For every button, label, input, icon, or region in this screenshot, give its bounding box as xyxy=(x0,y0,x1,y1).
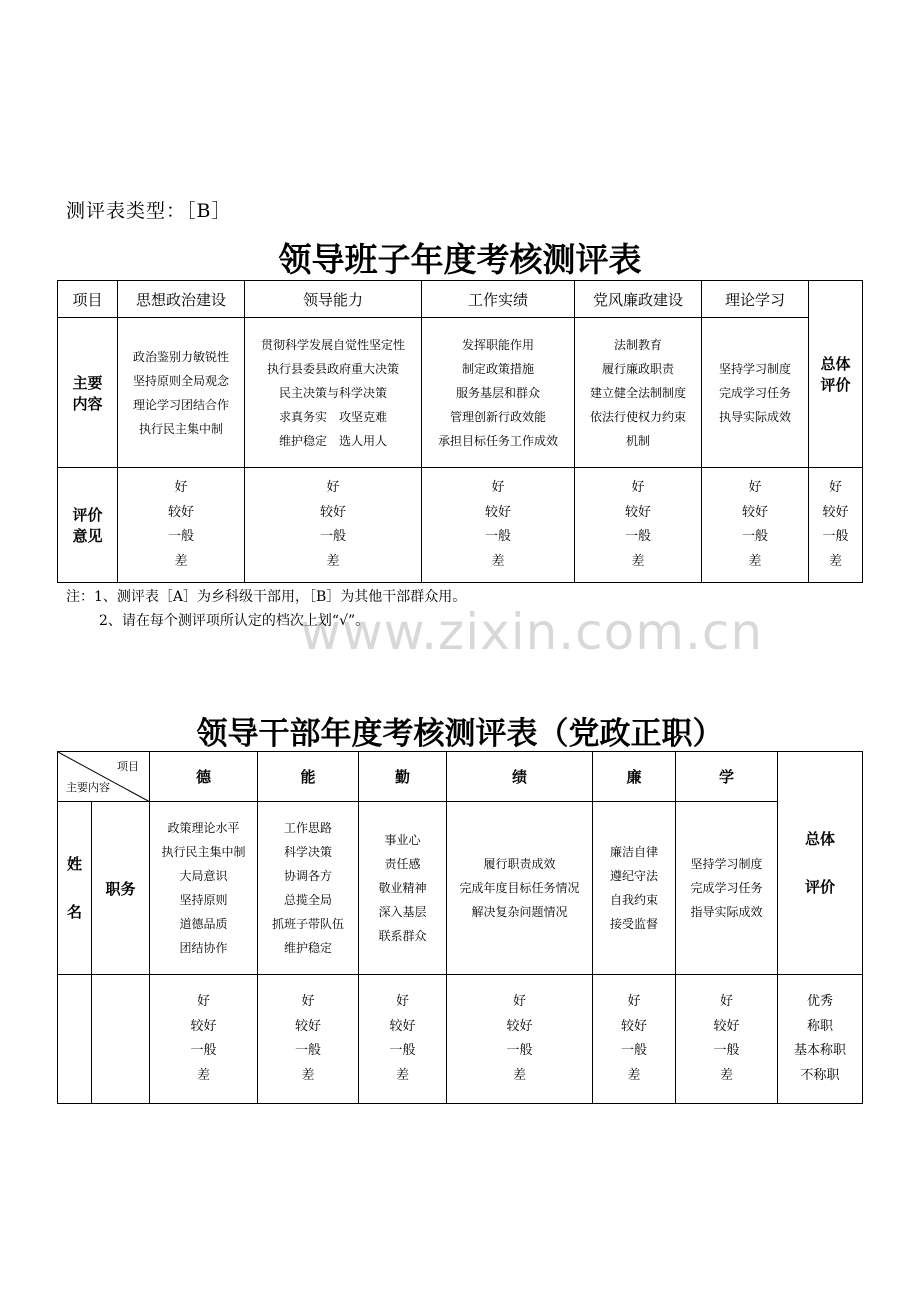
column-header: 勤 xyxy=(359,752,447,802)
column-header: 理论学习 xyxy=(702,281,809,318)
content-cell: 履行职责成效 完成年度目标任务情况 解决复杂问题情况 xyxy=(447,802,593,975)
content-cell: 坚持学习制度 完成学习任务 指导实际成效 xyxy=(676,802,778,975)
overall-evaluation-header: 总体 评价 xyxy=(809,281,863,468)
content-cell: 发挥职能作用 制定政策措施 服务基层和群众 管理创新行政效能 承担目标任务工作成效 xyxy=(422,318,575,468)
grade-options[interactable]: 好 较好 一般 差 xyxy=(575,468,702,583)
content-cell: 法制教育 履行廉政职责 建立健全法制制度 依法行使权力约束 机制 xyxy=(575,318,702,468)
name-input-cell[interactable] xyxy=(58,975,92,1104)
form-type-label: 测评表类型：［B］ xyxy=(66,200,232,222)
overall-grade-options[interactable]: 优秀 称职 基本称职 不称职 xyxy=(778,975,863,1104)
grade-options[interactable]: 好 较好 一般 差 xyxy=(447,975,593,1104)
evaluation-opinion-header: 评价 意见 xyxy=(58,468,118,583)
column-header: 德 xyxy=(150,752,258,802)
grade-options[interactable]: 好 较好 一般 差 xyxy=(258,975,359,1104)
watermark: www.zixin.com.cn xyxy=(300,603,764,661)
item-header: 项目 xyxy=(58,281,118,318)
column-header: 党风廉政建设 xyxy=(575,281,702,318)
column-header: 思想政治建设 xyxy=(118,281,245,318)
corner-content-label: 主要内容 xyxy=(66,781,110,794)
column-header: 廉 xyxy=(593,752,676,802)
content-cell: 工作思路 科学决策 协调各方 总揽全局 抓班子带队伍 维护稳定 xyxy=(258,802,359,975)
table1-title: 领导班子年度考核测评表 xyxy=(278,240,642,279)
main-content-header: 主要 内容 xyxy=(58,318,118,468)
grade-options[interactable]: 好 较好 一般 差 xyxy=(150,975,258,1104)
column-header: 工作实绩 xyxy=(422,281,575,318)
corner-item-label: 项目 xyxy=(117,760,139,773)
grade-options[interactable]: 好 较好 一般 差 xyxy=(422,468,575,583)
grade-options[interactable]: 好 较好 一般 差 xyxy=(676,975,778,1104)
grade-options[interactable]: 好 较好 一般 差 xyxy=(245,468,422,583)
column-header: 能 xyxy=(258,752,359,802)
overall-grade-options[interactable]: 好 较好 一般 差 xyxy=(809,468,863,583)
content-cell: 贯彻科学发展自觉性坚定性 执行县委县政府重大决策 民主决策与科学决策 求真务实 攻坚克难 维护稳定 选人用人 xyxy=(245,318,422,468)
content-cell: 政治鉴别力敏锐性 坚持原则全局观念 理论学习团结合作 执行民主集中制 xyxy=(118,318,245,468)
content-cell: 事业心 责任感 敬业精神 深入基层 联系群众 xyxy=(359,802,447,975)
table2-title: 领导干部年度考核测评表（党政正职） xyxy=(196,716,724,752)
column-header: 学 xyxy=(676,752,778,802)
overall-evaluation-header: 总体 评价 xyxy=(778,752,863,975)
grade-options[interactable]: 好 较好 一般 差 xyxy=(118,468,245,583)
name-header: 姓 名 xyxy=(58,802,92,975)
grade-options[interactable]: 好 较好 一般 差 xyxy=(593,975,676,1104)
column-header: 绩 xyxy=(447,752,593,802)
content-cell: 政策理论水平 执行民主集中制 大局意识 坚持原则 道德品质 团结协作 xyxy=(150,802,258,975)
content-cell: 廉洁自律 遵纪守法 自我约束 接受监督 xyxy=(593,802,676,975)
note-1: 注：1、测评表［A］为乡科级干部用，［B］为其他干部群众用。 xyxy=(66,589,467,605)
content-cell: 坚持学习制度 完成学习任务 执导实际成效 xyxy=(702,318,809,468)
position-header: 职务 xyxy=(92,802,150,975)
leader-evaluation-table xyxy=(57,751,863,1104)
column-header: 领导能力 xyxy=(245,281,422,318)
grade-options[interactable]: 好 较好 一般 差 xyxy=(702,468,809,583)
position-input-cell[interactable] xyxy=(92,975,150,1104)
team-evaluation-table xyxy=(57,280,863,583)
corner-cell xyxy=(58,752,150,802)
note-2: 2、请在每个测评项所认定的档次上划“√”。 xyxy=(99,613,370,629)
grade-options[interactable]: 好 较好 一般 差 xyxy=(359,975,447,1104)
